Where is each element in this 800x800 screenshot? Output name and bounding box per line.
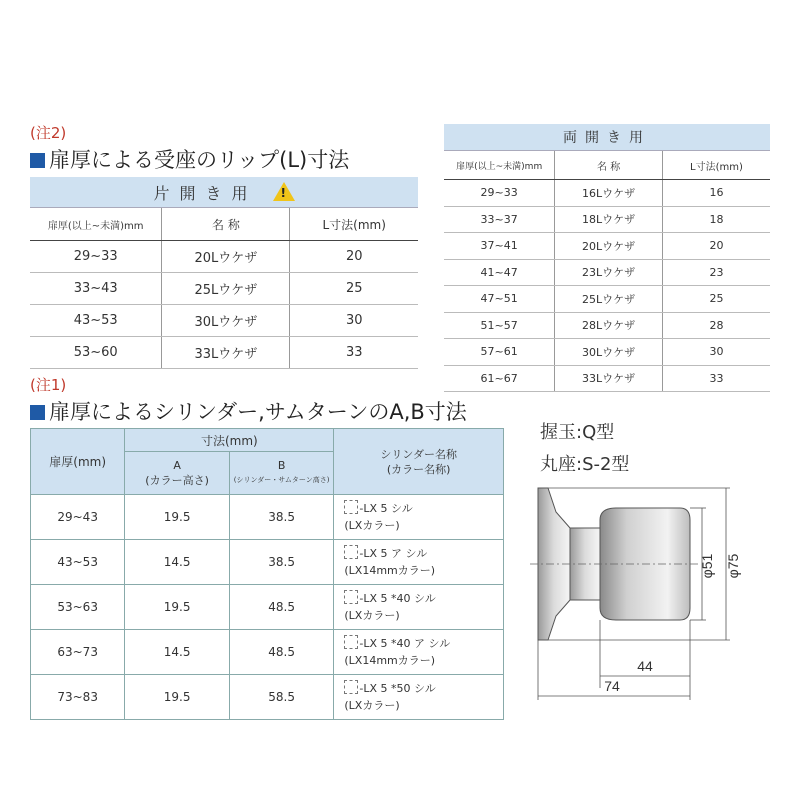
cell-name: 20Lウケザ xyxy=(555,233,663,260)
dim-label-74: 74 xyxy=(604,678,620,694)
double-door-table xyxy=(444,124,770,392)
table-row xyxy=(444,365,770,392)
col-header-thickness: 扉厚(以上~未満)mm xyxy=(444,151,555,180)
dim-label-d51: φ51 xyxy=(699,553,715,579)
cell-b: 38.5 xyxy=(229,495,334,540)
cell-l-dim: 28 xyxy=(662,312,770,339)
cell-l-dim: 30 xyxy=(290,305,418,337)
cell-b: 48.5 xyxy=(229,585,334,630)
double-door-title: 両開き用 xyxy=(444,124,770,151)
col-header-name: 名 称 xyxy=(555,151,663,180)
cell-thickness: 37~41 xyxy=(444,233,555,260)
cell-thickness: 53~63 xyxy=(31,585,125,630)
single-door-title: 片開き用 xyxy=(153,183,258,203)
cylinder-name: -LX 5 シル xyxy=(359,502,413,515)
cell-l-dim: 30 xyxy=(662,339,770,366)
cell-l-dim: 20 xyxy=(290,241,418,273)
collar-name: (LXカラー) xyxy=(344,609,400,622)
section-title-lip-text: 扉厚による受座のリップ(L)寸法 xyxy=(49,148,350,172)
collar-name: (LX14mmカラー) xyxy=(344,654,436,667)
table-row xyxy=(31,540,504,585)
cell-cylinder xyxy=(334,585,504,630)
table-row xyxy=(31,630,504,675)
table-row xyxy=(31,495,504,540)
cell-thickness: 63~73 xyxy=(31,630,125,675)
cell-thickness: 41~47 xyxy=(444,259,555,286)
cell-cylinder xyxy=(334,675,504,720)
cell-thickness: 43~53 xyxy=(31,540,125,585)
blank-code-box-icon xyxy=(344,500,358,514)
col-header-l-dim: L寸法(mm) xyxy=(290,208,418,241)
cell-name: 28Lウケザ xyxy=(555,312,663,339)
cell-name: 20Lウケザ xyxy=(162,241,290,273)
cell-a: 19.5 xyxy=(125,585,230,630)
collar-name: (LXカラー) xyxy=(344,699,400,712)
cell-b: 58.5 xyxy=(229,675,334,720)
knob-body-shape xyxy=(600,508,690,620)
cell-l-dim: 16 xyxy=(662,180,770,207)
cell-a: 14.5 xyxy=(125,540,230,585)
col-header-dim: 寸法(mm) xyxy=(125,429,334,452)
cell-l-dim: 23 xyxy=(662,259,770,286)
section-title-cylinder xyxy=(30,396,467,426)
collar-name: (LX14mmカラー) xyxy=(344,564,436,577)
cell-thickness: 29~33 xyxy=(444,180,555,207)
cell-name: 23Lウケザ xyxy=(555,259,663,286)
table-row xyxy=(31,675,504,720)
cell-name: 33Lウケザ xyxy=(162,337,290,369)
cylinder-dim-table xyxy=(30,428,504,720)
col-header-cylinder-name xyxy=(334,429,504,495)
col-header-thickness: 扉厚(以上~未満)mm xyxy=(30,208,162,241)
cell-l-dim: 20 xyxy=(662,233,770,260)
note-2-label: (注2) xyxy=(30,124,67,142)
cell-thickness: 29~43 xyxy=(31,495,125,540)
blue-square-icon xyxy=(30,153,45,168)
cell-name: 30Lウケザ xyxy=(555,339,663,366)
a-sub-label: (カラー高さ) xyxy=(145,474,209,487)
table-row xyxy=(444,312,770,339)
cell-thickness: 73~83 xyxy=(31,675,125,720)
table-row xyxy=(444,180,770,207)
cell-l-dim: 25 xyxy=(662,286,770,313)
cell-cylinder xyxy=(334,630,504,675)
cell-l-dim: 25 xyxy=(290,273,418,305)
cylinder-name-label: シリンダー名称 xyxy=(380,447,457,461)
cell-l-dim: 18 xyxy=(662,206,770,233)
cell-cylinder xyxy=(334,540,504,585)
warning-triangle-icon: ! xyxy=(273,182,295,201)
table-row xyxy=(30,241,418,273)
cell-thickness: 29~33 xyxy=(30,241,162,273)
dim-label-d75: φ75 xyxy=(725,553,741,579)
a-label: A xyxy=(173,459,181,472)
cell-name: 25Lウケザ xyxy=(162,273,290,305)
cell-l-dim: 33 xyxy=(662,365,770,392)
blue-square-icon xyxy=(30,405,45,420)
cell-b: 38.5 xyxy=(229,540,334,585)
section-title-cylinder-text: 扉厚によるシリンダー,サムターンのA,B寸法 xyxy=(49,400,467,424)
table-row xyxy=(30,305,418,337)
cylinder-name: -LX 5 *40 ア シル xyxy=(359,637,451,650)
cell-b: 48.5 xyxy=(229,630,334,675)
cell-name: 25Lウケザ xyxy=(555,286,663,313)
cell-cylinder xyxy=(334,495,504,540)
table-row xyxy=(30,273,418,305)
rose-plate-shape xyxy=(538,488,570,640)
cylinder-name: -LX 5 ア シル xyxy=(359,547,428,560)
cell-a: 19.5 xyxy=(125,495,230,540)
blank-code-box-icon xyxy=(344,680,358,694)
single-door-header xyxy=(30,177,418,208)
cell-name: 18Lウケザ xyxy=(555,206,663,233)
collar-name-label: (カラー名称) xyxy=(386,462,451,476)
cell-a: 19.5 xyxy=(125,675,230,720)
cell-thickness: 33~43 xyxy=(30,273,162,305)
knob-type-label: 握玉:Q型 xyxy=(540,422,615,443)
col-header-b xyxy=(229,452,334,495)
cell-thickness: 33~37 xyxy=(444,206,555,233)
cell-thickness: 57~61 xyxy=(444,339,555,366)
cylinder-name: -LX 5 *40 シル xyxy=(359,592,436,605)
table-row xyxy=(444,233,770,260)
table-row xyxy=(444,206,770,233)
cell-thickness: 47~51 xyxy=(444,286,555,313)
collar-name: (LXカラー) xyxy=(344,519,400,532)
cell-thickness: 43~53 xyxy=(30,305,162,337)
table-row xyxy=(444,339,770,366)
blank-code-box-icon xyxy=(344,635,358,649)
cylinder-name: -LX 5 *50 シル xyxy=(359,682,436,695)
table-row xyxy=(30,337,418,369)
cell-thickness: 53~60 xyxy=(30,337,162,369)
cell-name: 30Lウケザ xyxy=(162,305,290,337)
table-row xyxy=(31,585,504,630)
col-header-a xyxy=(125,452,230,495)
cell-name: 16Lウケザ xyxy=(555,180,663,207)
note-1-label: (注1) xyxy=(30,376,67,394)
rose-type-label: 丸座:S-2型 xyxy=(540,454,630,475)
blank-code-box-icon xyxy=(344,545,358,559)
col-header-thickness: 扉厚(mm) xyxy=(31,429,125,495)
cell-l-dim: 33 xyxy=(290,337,418,369)
cell-name: 33Lウケザ xyxy=(555,365,663,392)
col-header-name: 名 称 xyxy=(162,208,290,241)
table-row xyxy=(444,286,770,313)
cell-a: 14.5 xyxy=(125,630,230,675)
rose-neck-shape xyxy=(570,528,600,600)
b-sub-label: (シリンダー・サムターン高さ) xyxy=(233,476,330,484)
dim-label-44: 44 xyxy=(637,658,653,674)
cell-thickness: 61~67 xyxy=(444,365,555,392)
blank-code-box-icon xyxy=(344,590,358,604)
table-row xyxy=(444,259,770,286)
single-door-table xyxy=(30,177,418,369)
section-title-lip xyxy=(30,144,349,174)
cell-thickness: 51~57 xyxy=(444,312,555,339)
b-label: B xyxy=(277,459,286,472)
col-header-l-dim: L寸法(mm) xyxy=(662,151,770,180)
